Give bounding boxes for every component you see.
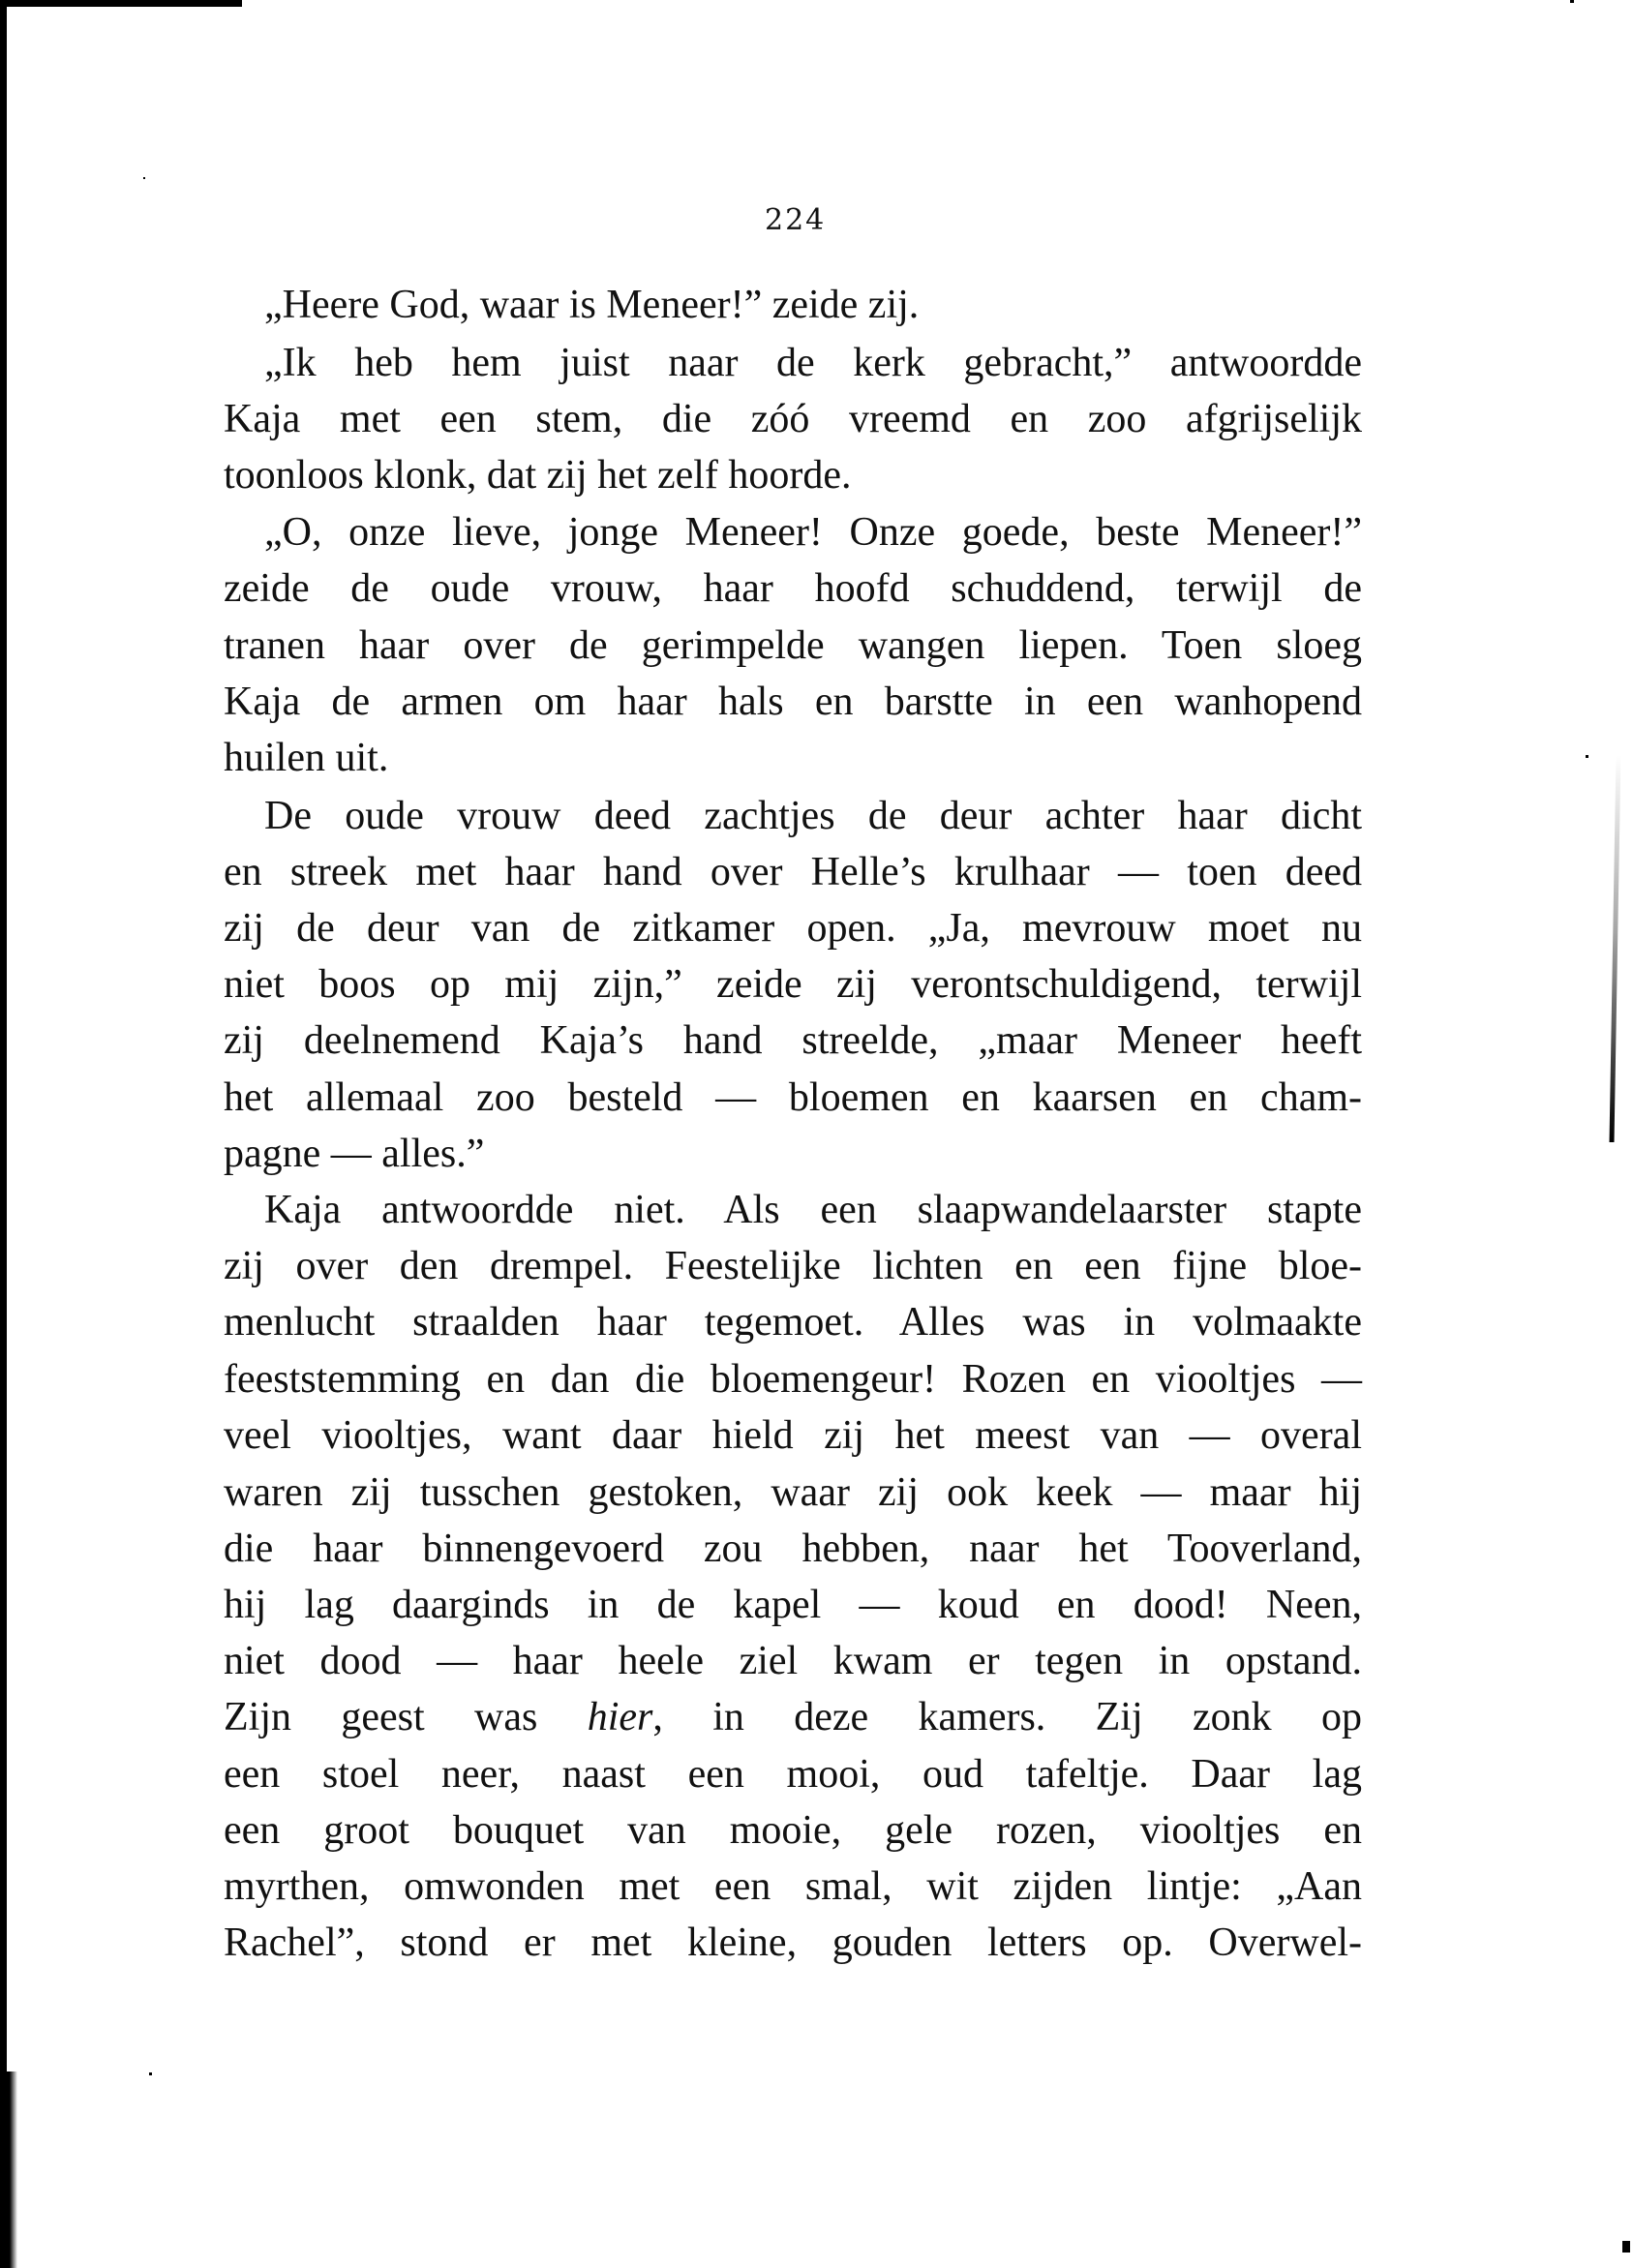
scan-edge-left-shadow xyxy=(0,2071,17,2268)
text-line: en streek met haar hand over Helle’s krulhaar — toen deed xyxy=(224,850,1362,894)
text-line: een stoel neer, naast een mooi, oud tafeltje. Daar lag xyxy=(224,1752,1362,1797)
scan-edge-top xyxy=(0,0,242,7)
text-line: huilen uit. xyxy=(224,736,389,780)
text-line: Rachel”, stond er met kleine, gouden letters op. Overwel- xyxy=(224,1920,1362,1965)
text-line: hij lag daarginds in de kapel — koud en dood! Neen, xyxy=(224,1583,1362,1627)
text-line: niet boos op mij zijn,” zeide zij verontschuldigend, terwijl xyxy=(224,962,1362,1007)
text-line: Kaja met een stem, die zóó vreemd en zoo afgrijselijk xyxy=(224,397,1362,441)
italic-emphasis: hier xyxy=(587,1695,653,1739)
text-line: zij deelnemend Kaja’s hand streelde, „maar Meneer heeft xyxy=(224,1018,1362,1063)
page-number: 224 xyxy=(765,203,827,237)
text-segment: , in deze kamers. Zij zonk op xyxy=(652,1695,1363,1739)
scan-edge-right xyxy=(1610,755,1621,1142)
scan-speck xyxy=(143,177,145,179)
scan-speck xyxy=(1586,755,1588,758)
text-line: pagne — alles.” xyxy=(224,1132,485,1176)
text-line: „Ik heb hem juist naar de kerk gebracht,” antwoordde xyxy=(264,341,1362,385)
text-line: het allemaal zoo besteld — bloemen en kaarsen en cham- xyxy=(224,1075,1362,1120)
text-line: feeststemming en dan die bloemengeur! Rozen en viooltjes — xyxy=(224,1357,1362,1402)
text-line: tranen haar over de gerimpelde wangen liepen. Toen sloeg xyxy=(224,623,1362,668)
text-line: een groot bouquet van mooie, gele rozen, viooltjes en xyxy=(224,1808,1362,1853)
scan-edge-left xyxy=(0,4,7,2268)
text-line: Kaja de armen om haar hals en barstte in een wanhopend xyxy=(224,680,1362,724)
text-line: De oude vrouw deed zachtjes de deur achter haar dicht xyxy=(264,794,1362,838)
text-segment: Zijn geest was xyxy=(224,1695,588,1739)
text-line: Kaja antwoordde niet. Als een slaapwandelaarster stapte xyxy=(264,1188,1362,1232)
text-line: veel viooltjes, want daar hield zij het meest van — overal xyxy=(224,1413,1362,1458)
text-line: niet dood — haar heele ziel kwam er tegen in opstand. xyxy=(224,1639,1362,1683)
text-line: zeide de oude vrouw, haar hoofd schuddend, terwijl de xyxy=(224,566,1362,611)
text-line: waren zij tusschen gestoken, waar zij ook keek — maar hij xyxy=(224,1470,1362,1515)
scan-speck xyxy=(149,2072,152,2075)
text-line: myrthen, omwonden met een smal, wit zijden lintje: „Aan xyxy=(224,1864,1362,1909)
text-line xyxy=(224,1693,1362,1741)
text-line: toonloos klonk, dat zij het zelf hoorde. xyxy=(224,453,852,498)
text-line: „O, onze lieve, jonge Meneer! Onze goede, beste Meneer!” xyxy=(264,510,1362,555)
text-line: zij over den drempel. Feestelijke lichten en een fijne bloe- xyxy=(224,1244,1362,1288)
scan-speck xyxy=(1622,2241,1630,2253)
text-line: „Heere God, waar is Meneer!” zeide zij. xyxy=(264,283,920,327)
text-line: zij de deur van de zitkamer open. „Ja, mevrouw moet nu xyxy=(224,906,1362,951)
text-line: die haar binnengevoerd zou hebben, naar het Tooverland, xyxy=(224,1527,1362,1571)
scan-speck xyxy=(1570,0,1574,3)
text-line: menlucht straalden haar tegemoet. Alles was in volmaakte xyxy=(224,1300,1362,1345)
